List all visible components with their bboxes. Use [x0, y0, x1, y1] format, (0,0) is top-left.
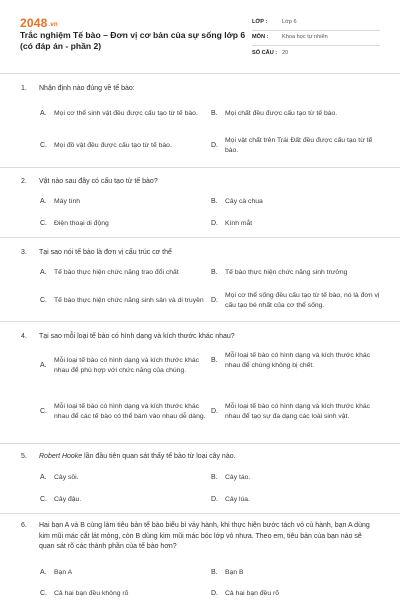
question-text: Tại sao nói tế bào là đơn vị cấu trúc cơ thể: [39, 249, 172, 256]
option-text: Cây sồi.: [54, 474, 79, 482]
option-c[interactable]: [40, 290, 212, 312]
option-letter: C.: [40, 496, 47, 504]
question-text: Nhận định nào đúng về tế bào:: [39, 85, 135, 92]
question-header: [21, 452, 378, 463]
meta-row-grade: [252, 16, 380, 31]
worksheet-meta: [252, 16, 380, 61]
option-b[interactable]: [211, 104, 383, 124]
option-d[interactable]: [211, 218, 383, 230]
meta-label: LỚP :: [252, 19, 268, 26]
option-text: Cây táo.: [225, 474, 251, 482]
question-number: 1.: [21, 85, 27, 92]
question-text: Hai bạn A và B cùng làm tiêu bản tế bào biểu bì vảy hành, khi thực hiện bước tách vỏ củ hành, bạn A dùng kim mũi mác cắt lát mỏng, còn B dùng kim mũi mác bóc lớp vỏ nhưa. Theo em, tiêu bản của bạn nào sẽ quan sát rõ các thành phần của tế bào hơn?: [39, 522, 370, 550]
question-text: [39, 452, 378, 463]
option-text: Mọi chất đều được cấu tạo từ tế bào.: [225, 110, 338, 118]
question-number: 5.: [21, 453, 27, 460]
option-text: Mọi cơ thể sống đều cấu tạo từ tế bào, nó là đơn vị cấu tạo bé nhất của cơ thể sống.: [225, 292, 380, 309]
option-d[interactable]: [211, 396, 383, 428]
option-d[interactable]: [211, 494, 383, 506]
option-text: Máy tính: [54, 198, 81, 206]
option-b[interactable]: [211, 350, 383, 372]
option-text: Bạn B: [225, 569, 244, 577]
meta-value: Khoa học tự nhiên: [282, 34, 328, 41]
site-logo[interactable]: [20, 15, 58, 31]
option-text: Cây cà chua: [225, 198, 263, 206]
option-text: Cây lúa.: [225, 496, 250, 504]
option-letter: A.: [40, 362, 47, 370]
option-letter: B.: [211, 474, 218, 482]
option-letter: A.: [40, 110, 47, 118]
meta-value: 20: [282, 49, 289, 56]
option-text: Mỗi loại tế bào có hình dạng và kích thước khác nhau để chúng không bị chết.: [225, 352, 371, 369]
option-text: Mọi vật chất trên Trái Đất đều được cấu tạo từ tế bào.: [225, 137, 373, 154]
option-letter: D.: [211, 220, 218, 228]
option-letter: C.: [40, 408, 47, 416]
question-3: [0, 238, 400, 322]
option-a[interactable]: [40, 196, 212, 208]
option-text: Cây đậu.: [54, 496, 82, 504]
option-a[interactable]: [40, 472, 212, 484]
option-c[interactable]: [40, 396, 212, 428]
question-2: [0, 168, 400, 238]
question-number: 2.: [21, 178, 27, 185]
document-title: Trắc nghiệm Tế bào – Đơn vị cơ bản của sự sống lớp 6 (có đáp án - phần 2): [20, 30, 246, 52]
question-number: 6.: [21, 522, 27, 529]
question-text-rest: lần đầu tiên quan sát thấy tế bào từ loại cây nào.: [82, 453, 236, 460]
option-letter: B.: [211, 357, 218, 365]
option-letter: D.: [211, 590, 218, 598]
option-d[interactable]: [211, 588, 383, 600]
option-letter: C.: [40, 220, 47, 228]
option-a[interactable]: [40, 104, 212, 124]
question-5: [0, 444, 400, 514]
meta-row-count: [252, 46, 380, 61]
option-a[interactable]: [40, 567, 212, 579]
question-1: [0, 74, 400, 168]
option-d[interactable]: [211, 290, 383, 312]
option-letter: A.: [40, 474, 47, 482]
option-text: Mọi cơ thể sinh vật đều được cấu tạo từ tế bào.: [54, 110, 198, 118]
option-letter: B.: [211, 110, 218, 118]
option-letter: A.: [40, 569, 47, 577]
option-text: Tế bào thực hiện chức năng sinh sản và di truyền: [54, 297, 204, 305]
option-b[interactable]: [211, 196, 383, 208]
logo-tld: .vn: [48, 22, 58, 28]
option-text: Mỗi loại tế bào có hình dạng và kích thước khác nhau để các tế bào có thể bám vào nhau dễ dàng.: [54, 403, 206, 420]
option-text: Tế bào thực hiện chức năng sinh trưởng: [225, 269, 348, 277]
option-letter: B.: [211, 269, 218, 277]
option-a[interactable]: [40, 267, 212, 279]
question-6: [0, 514, 400, 600]
option-c[interactable]: [40, 218, 212, 230]
option-letter: B.: [211, 569, 218, 577]
logo-text: 2048: [20, 16, 48, 30]
option-c[interactable]: [40, 588, 212, 600]
option-letter: B.: [211, 198, 218, 206]
question-header: [21, 332, 378, 343]
option-letter: C.: [40, 142, 47, 150]
option-text: Kính mắt: [225, 220, 253, 228]
option-letter: A.: [40, 269, 47, 277]
option-c[interactable]: [40, 494, 212, 506]
option-letter: C.: [40, 297, 47, 305]
question-number: 3.: [21, 249, 27, 256]
option-text: Cả hai bạn đều rõ: [225, 590, 280, 598]
question-header: [21, 521, 378, 553]
option-letter: D.: [211, 496, 218, 504]
question-header: [21, 177, 378, 188]
meta-row-subject: [252, 31, 380, 46]
option-letter: D.: [211, 297, 218, 305]
question-text: Tại sao mỗi loại tế bào có hình dạng và kích thước khác nhau?: [39, 333, 235, 340]
option-text: Mỗi loại tế bào có hình dạng và kích thước khác nhau để tạo sự đa dạng các loài sinh vật.: [225, 403, 371, 420]
worksheet-header: [0, 0, 400, 74]
option-b[interactable]: [211, 267, 383, 279]
option-text: Điện thoại di động: [54, 220, 109, 228]
meta-label: SỐ CÂU :: [252, 49, 278, 56]
option-letter: A.: [40, 198, 47, 206]
question-number: 4.: [21, 333, 27, 340]
scientist-name: Robert Hooke: [39, 453, 83, 460]
question-header: [21, 84, 378, 95]
question-header: [21, 248, 378, 259]
option-letter: D.: [211, 142, 218, 150]
option-a[interactable]: [40, 350, 212, 382]
option-d[interactable]: [211, 136, 383, 156]
option-text: Mọi đồ vật đều được cấu tạo từ tế bào.: [54, 142, 172, 150]
option-text: Cả hai bạn đều không rõ: [54, 590, 129, 598]
meta-value: Lớp 6: [282, 19, 297, 26]
option-b[interactable]: [211, 472, 383, 484]
question-4: [0, 322, 400, 444]
option-text: Bạn A: [54, 569, 73, 577]
option-c[interactable]: [40, 136, 212, 156]
meta-label: MÔN :: [252, 34, 269, 41]
option-letter: D.: [211, 408, 218, 416]
option-text: Tế bào thực hiện chức năng trao đổi chất: [54, 269, 179, 277]
question-text: Vật nào sau đây có cấu tạo từ tế bào?: [39, 178, 158, 185]
option-text: Mỗi loại tế bào có hình dạng và kích thước khác nhau để phù hợp với chức năng của chúng.: [54, 357, 200, 374]
option-b[interactable]: [211, 567, 383, 579]
option-letter: C.: [40, 590, 47, 598]
